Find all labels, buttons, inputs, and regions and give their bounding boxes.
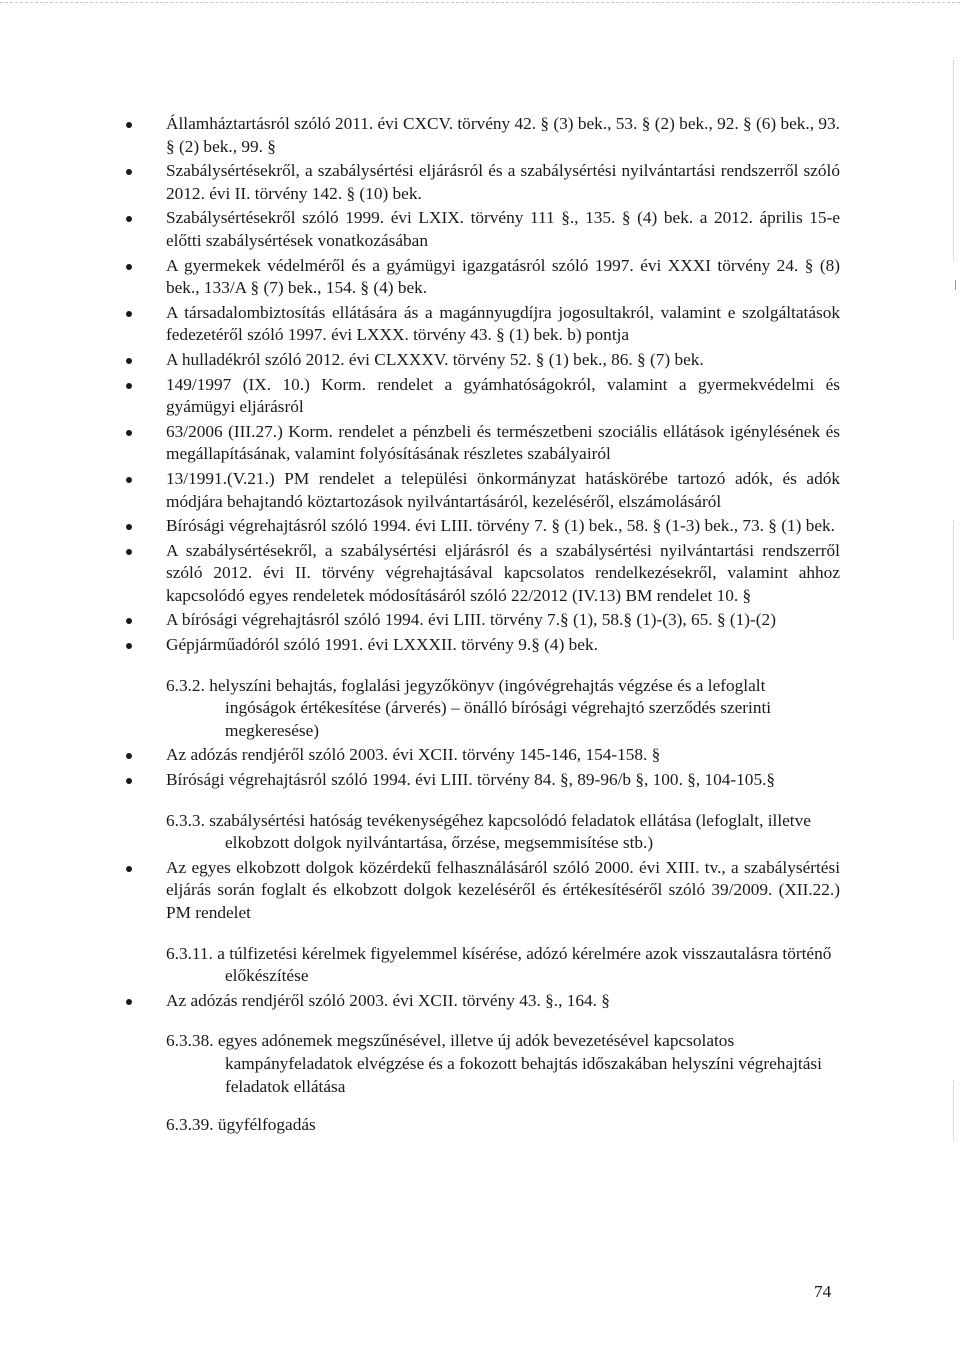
right-scan-edge-middle (953, 520, 954, 640)
section-heading: 6.3.2. helyszíni behajtás, foglalási jegyzőkönyv (ingóvégrehajtás végzése és a lefoglalt ingóságok értékesítése (árverés) – önálló bírósági végrehajtó szerződés szerinti megkeresése) (166, 675, 772, 740)
list-item: Bírósági végrehajtásról szóló 1994. évi LIII. törvény 7. § (1) bek., 58. § (1-3) bek., 73. § (1) bek. (122, 515, 840, 538)
section-heading: 6.3.3. szabálysértési hatóság tevékenységéhez kapcsolódó feladatok ellátása (lefoglalt, illetve elkobzott dolgok nyilvántartása, őrzése, megsemmisítése stb.) (166, 810, 811, 853)
list-item: Az egyes elkobzott dolgok közérdekű felhasználásáról szóló 2000. évi XIII. tv., a szabálysértési eljárás során foglalt és elkobzott dolgok kezeléséről és értékesítéséről szóló 39/2009. (XII.22.) PM rendelet (122, 857, 840, 925)
list-item: Az adózás rendjéről szóló 2003. évi XCII. törvény 43. §., 164. § (122, 990, 840, 1013)
list-item: Szabálysértésekről, a szabálysértési eljárásról és a szabálysértési nyilvántartási rendszerről szóló 2012. évi II. törvény 142. § (10) bek. (122, 160, 840, 205)
list-item: Bírósági végrehajtásról szóló 1994. évi LIII. törvény 84. §, 89-96/b §, 100. §, 104-105.§ (122, 769, 840, 792)
list-item: A hulladékról szóló 2012. évi CLXXXV. törvény 52. § (1) bek., 86. § (7) bek. (122, 349, 840, 372)
right-scan-edge-lower (953, 1080, 954, 1140)
section-heading: 6.3.38. egyes adónemek megszűnésével, illetve új adók bevezetésével kapcsolatos kampányfeladatok elvégzése és a fokozott behajtás időszakában helyszíni végrehajtási feladatok ellátása (166, 1031, 822, 1096)
top-scan-edge (0, 2, 960, 3)
document-body (122, 113, 840, 1139)
list-item: Államháztartásról szóló 2011. évi CXCV. törvény 42. § (3) bek., 53. § (2) bek., 92. § (6) bek., 93. § (2) bek., 99. § (122, 113, 840, 158)
section-heading: 6.3.11. a túlfizetési kérelmek figyelemmel kísérése, adózó kérelmére azok visszautalásra történő előkészítése (166, 943, 832, 986)
list-item: 13/1991.(V.21.) PM rendelet a települési önkormányzat hatáskörébe tartozó adók, és adók módjára behajtandó köztartozások nyilvántartásáról, kezeléséről, elszámolásáról (122, 468, 840, 513)
list-item: Gépjárműadóról szóló 1991. évi LXXXII. törvény 9.§ (4) bek. (122, 634, 840, 657)
section-heading: 6.3.39. ügyfélfogadás (166, 1115, 316, 1135)
list-item: 149/1997 (IX. 10.) Korm. rendelet a gyámhatóságokról, valamint a gyermekvédelmi és gyámügyi eljárásról (122, 374, 840, 419)
right-scan-edge-upper (953, 60, 954, 260)
right-scan-tick (955, 280, 956, 290)
list-item: 63/2006 (III.27.) Korm. rendelet a pénzbeli és természetbeni szociális ellátások igénylésének és megállapításának, valamint folyósításának részletes szabályairól (122, 421, 840, 466)
page-number: 74 (814, 1282, 832, 1301)
list-item: Az adózás rendjéről szóló 2003. évi XCII. törvény 145-146, 154-158. § (122, 744, 840, 767)
list-item: A társadalombiztosítás ellátására ás a magánnyugdíjra jogosultakról, valamint e szolgáltatások fedezetéről szóló 1997. évi LXXX. törvény 43. § (1) bek. b) pontja (122, 302, 840, 347)
list-item: A gyermekek védelméről és a gyámügyi igazgatásról szóló 1997. évi XXXI törvény 24. § (8) bek., 133/A § (7) bek., 154. § (4) bek. (122, 255, 840, 300)
list-item: Szabálysértésekről szóló 1999. évi LXIX. törvény 111 §., 135. § (4) bek. a 2012. április 15-e előtti szabálysértések vonatkozásában (122, 207, 840, 252)
list-item: A szabálysértésekről, a szabálysértési eljárásról és a szabálysértési nyilvántartási rendszerről szóló 2012. évi II. törvény végrehajtásával kapcsolatos rendelkezésekről, valamint ahhoz kapcsolódó egyes rendeletek módosításáról szóló 22/2012 (IV.13) BM rendelet 10. § (122, 540, 840, 608)
list-item: A bírósági végrehajtásról szóló 1994. évi LIII. törvény 7.§ (1), 58.§ (1)-(3), 65. § (1)-(2) (122, 609, 840, 632)
